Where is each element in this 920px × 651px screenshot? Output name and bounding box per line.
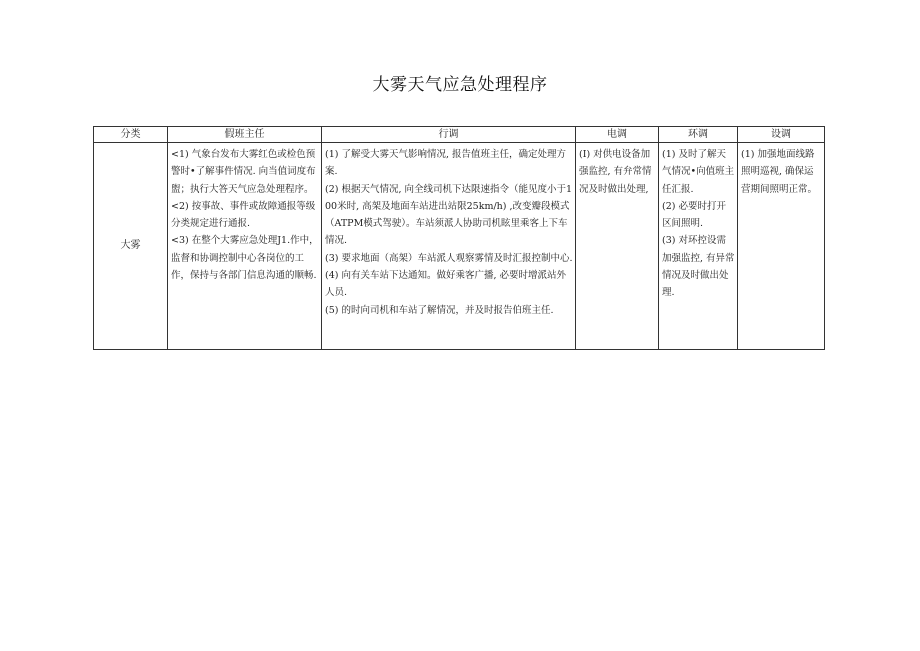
header-train-dispatcher: 行调 <box>322 127 576 143</box>
train-dispatcher-text: (1) 了解受大雾天气影响情况, 报告值班主任，确定处理方案. (2) 根据天气情况, 向全线司机下达限速指令（能见度小于100米时, 高架及地面车站进出站限25km/h) ,改变瓣段模式（ATPM模式驾驶）。车站须派人协助司机眩里乘客上下车情况. (3) 要求地面（高架）车站派人观察雾情及时汇报控制中心. (4) 向有关车站下达通知。做好乘客广播, 必要时增派站外人员. (5) 的时向司机和车站了解情况，并及时报告伯班主任. <box>325 149 573 316</box>
procedure-table <box>93 126 825 350</box>
train-dispatcher-cell <box>322 143 576 350</box>
duty-director-text: <1) 气象台发布大雾红色或检色预警时•了解事件情况. 向当值词度布盥；执行大答天气应急处理程序。 <2) 按事故、事件或故障通报等级分类规定进行通报. <3) 在整个大雾应急处理J1.作中，监督和协调控制中心各岗位的工作，保持与各部门信息沟通的顺畅. <box>171 149 319 282</box>
environment-dispatcher-cell <box>659 143 738 350</box>
header-power-dispatcher: 电调 <box>576 127 659 143</box>
duty-director-cell <box>168 143 322 350</box>
table-row <box>94 143 825 350</box>
page-title: 大雾天气应急处理程序 <box>372 75 548 95</box>
power-dispatcher-cell <box>576 143 659 350</box>
category-cell: 大雾 <box>94 143 168 350</box>
power-dispatcher-text: (I) 对供电设备加强监控, 有弁常情况及时做出处理, <box>579 149 652 195</box>
header-environment-dispatcher: 环调 <box>659 127 738 143</box>
equipment-dispatcher-text: (1) 加强地面线路照明巡视, 确保运营期间照明正常。 <box>741 149 818 195</box>
table-header-row <box>94 127 825 143</box>
equipment-dispatcher-cell <box>738 143 825 350</box>
header-equipment-dispatcher: 设调 <box>738 127 825 143</box>
header-category: 分类 <box>94 127 168 143</box>
header-duty-director: 假班主任 <box>168 127 322 143</box>
environment-dispatcher-text: (1) 及时了解天气情况•向值班主任汇报. (2) 必要时打开区间照明. (3) 对环控设需加强监控, 有异常情况及时做出处理. <box>662 149 735 299</box>
